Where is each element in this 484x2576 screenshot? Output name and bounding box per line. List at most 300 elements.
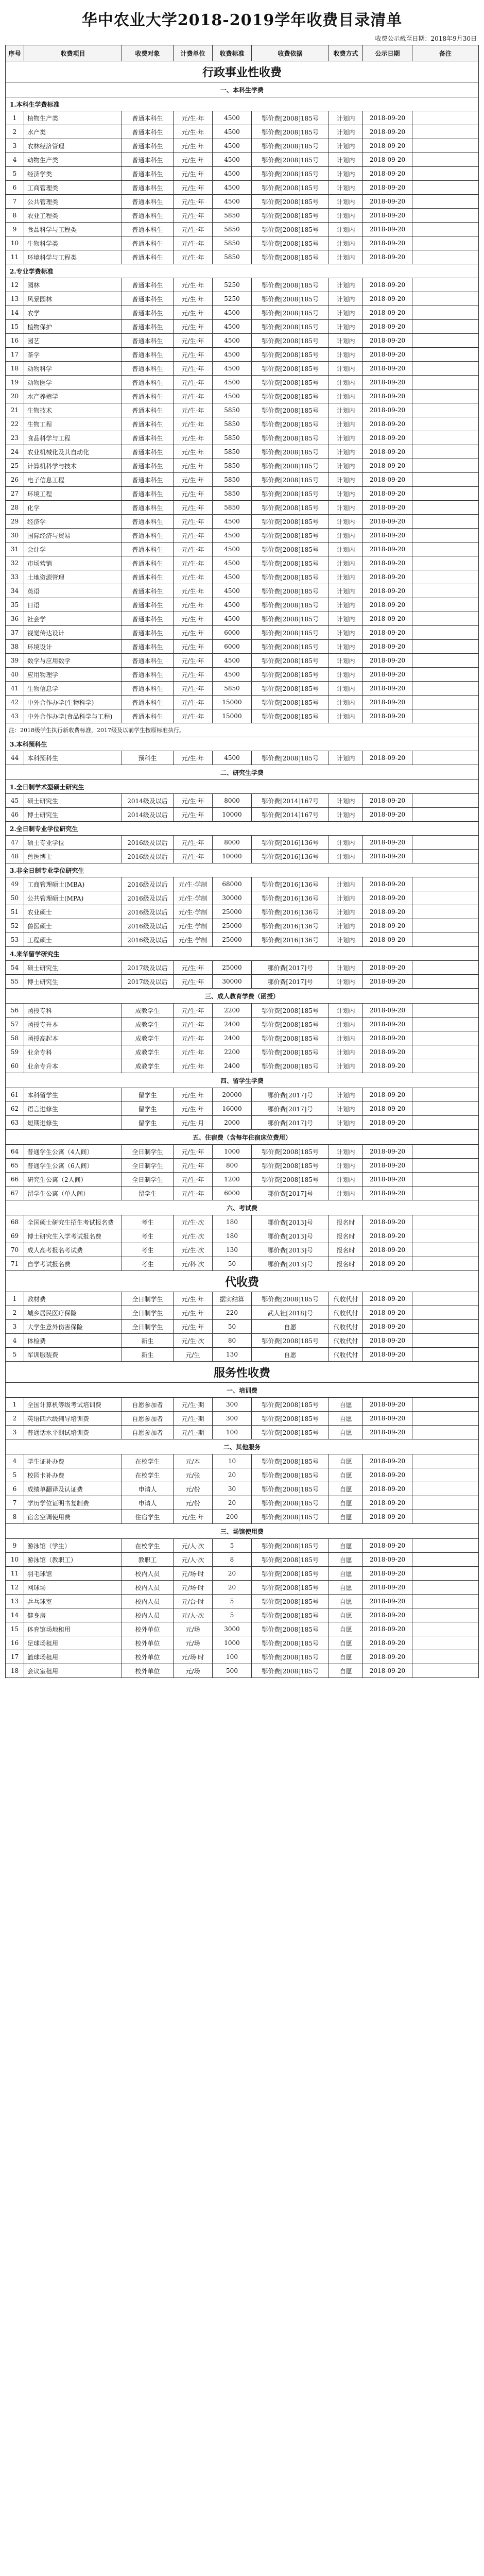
table-cell: 计划内 — [329, 1173, 363, 1187]
table-cell — [412, 1468, 479, 1482]
section-heading-row — [6, 765, 479, 780]
table-cell: 动物生产类 — [24, 153, 122, 167]
table-cell: 2016级及以后 — [122, 877, 174, 891]
table-cell: 2018-09-20 — [363, 473, 412, 487]
table-cell: 5850 — [213, 403, 252, 417]
table-cell: 2018-09-20 — [363, 556, 412, 570]
table-cell: 新生 — [122, 1348, 174, 1362]
table-cell: 13 — [6, 1595, 24, 1608]
table-cell: 2018-09-20 — [363, 584, 412, 598]
column-header: 收费方式 — [329, 45, 363, 61]
table-cell: 普通本科生 — [122, 250, 174, 264]
table-cell: 短期进修生 — [24, 1116, 122, 1130]
table-cell: 报名时 — [329, 1257, 363, 1271]
table-cell: 2200 — [213, 1004, 252, 1018]
table-cell: 71 — [6, 1257, 24, 1271]
table-cell: 计划内 — [329, 320, 363, 334]
table-cell: 3000 — [213, 1622, 252, 1636]
table-cell: 代收代付 — [329, 1334, 363, 1348]
table-cell: 5 — [213, 1595, 252, 1608]
table-cell: 鄂价费[2008]185号 — [252, 362, 329, 376]
table-cell — [412, 362, 479, 376]
table-cell: 水产养殖学 — [24, 389, 122, 403]
table-cell — [412, 1215, 479, 1229]
section-heading: 一、本科生学费 — [6, 82, 479, 97]
table-cell: 鄂价费[2008]185号 — [252, 668, 329, 682]
table-cell: 13 — [6, 292, 24, 306]
table-cell: 成教学生 — [122, 1004, 174, 1018]
table-cell: 2018-09-20 — [363, 1306, 412, 1320]
table-cell: 47 — [6, 836, 24, 850]
table-cell — [412, 1581, 479, 1595]
table-cell: 鄂价费[2008]185号 — [252, 209, 329, 223]
table-cell: 2018-09-20 — [363, 1116, 412, 1130]
table-cell: 元/生·学制 — [174, 891, 213, 905]
table-cell: 鄂价费[2008]185号 — [252, 501, 329, 515]
table-cell: 15 — [6, 1622, 24, 1636]
table-cell — [412, 1539, 479, 1553]
table-cell: 2018-09-20 — [363, 654, 412, 668]
table-row — [6, 529, 479, 543]
table-cell: 2018-09-20 — [363, 1426, 412, 1439]
table-cell: 43 — [6, 709, 24, 723]
column-header: 备注 — [412, 45, 479, 61]
table-cell: 2018-09-20 — [363, 278, 412, 292]
table-cell: 业余专科 — [24, 1045, 122, 1059]
table-cell: 鄂价费[2008]185号 — [252, 1059, 329, 1073]
table-cell: 自愿 — [252, 1320, 329, 1334]
table-cell: 24 — [6, 445, 24, 459]
table-cell: 校内人员 — [122, 1567, 174, 1581]
table-cell: 2018-09-20 — [363, 1553, 412, 1567]
table-cell: 元/场·时 — [174, 1567, 213, 1581]
table-cell: 2018-09-20 — [363, 362, 412, 376]
table-cell: 英语四六级辅导培训费 — [24, 1412, 122, 1426]
table-cell: 100 — [213, 1650, 252, 1664]
table-cell: 兽医博士 — [24, 850, 122, 863]
table-cell: 报名时 — [329, 1215, 363, 1229]
table-cell: 计划内 — [329, 473, 363, 487]
table-cell: 植物生产类 — [24, 111, 122, 125]
table-cell: 元/生·期 — [174, 1412, 213, 1426]
table-cell: 2018-09-20 — [363, 250, 412, 264]
table-cell: 普通本科生 — [122, 556, 174, 570]
table-cell: 4500 — [213, 584, 252, 598]
table-cell — [412, 1059, 479, 1073]
table-cell: 鄂价费[2008]185号 — [252, 195, 329, 209]
table-cell: 2018-09-20 — [363, 1595, 412, 1608]
table-cell: 鄂价费[2008]185号 — [252, 1553, 329, 1567]
table-cell: 计划内 — [329, 543, 363, 556]
table-cell: 成教学生 — [122, 1045, 174, 1059]
table-cell: 180 — [213, 1215, 252, 1229]
table-cell — [412, 473, 479, 487]
section-heading-row — [6, 1439, 479, 1454]
table-cell: 元/场·时 — [174, 1650, 213, 1664]
table-note: 注：2018级学生执行新收费标准，2017级及以前学生按原标准执行。 — [6, 723, 479, 737]
subsection-heading-row — [6, 822, 479, 836]
table-cell: 16 — [6, 1636, 24, 1650]
subsection-heading: 3.本科预科生 — [6, 737, 479, 751]
table-cell — [412, 209, 479, 223]
table-cell: 800 — [213, 1159, 252, 1173]
table-cell: 2018-09-20 — [363, 836, 412, 850]
table-cell: 计划内 — [329, 125, 363, 139]
table-row — [6, 181, 479, 195]
table-cell: 计划内 — [329, 209, 363, 223]
table-cell: 元/份 — [174, 1496, 213, 1510]
table-row — [6, 1539, 479, 1553]
table-cell: 元/生·年 — [174, 195, 213, 209]
table-cell: 66 — [6, 1173, 24, 1187]
table-cell: 鄂价费[2008]185号 — [252, 1334, 329, 1348]
table-cell: 足球场租用 — [24, 1636, 122, 1650]
table-cell: 2018-09-20 — [363, 348, 412, 362]
table-cell: 成教学生 — [122, 1059, 174, 1073]
table-cell: 鄂价费[2008]185号 — [252, 111, 329, 125]
table-cell: 普通本科生 — [122, 654, 174, 668]
table-cell: 预科生 — [122, 751, 174, 765]
table-cell: 5850 — [213, 501, 252, 515]
table-cell: 生物科学类 — [24, 236, 122, 250]
table-cell: 计划内 — [329, 376, 363, 389]
table-cell: 1000 — [213, 1636, 252, 1650]
table-cell: 计划内 — [329, 1159, 363, 1173]
table-cell: 鄂价费[2013]号 — [252, 1229, 329, 1243]
table-cell: 元/生·年 — [174, 362, 213, 376]
table-cell: 70 — [6, 1243, 24, 1257]
table-cell: 鄂价费[2008]185号 — [252, 403, 329, 417]
table-cell — [412, 1018, 479, 1031]
table-cell: 元/生·年 — [174, 1187, 213, 1200]
table-cell: 50 — [6, 891, 24, 905]
table-cell: 元/生·年 — [174, 1173, 213, 1187]
table-cell: 动物科学 — [24, 362, 122, 376]
table-cell: 普通本科生 — [122, 417, 174, 431]
table-cell: 计划内 — [329, 640, 363, 654]
table-cell: 校内人员 — [122, 1595, 174, 1608]
table-cell: 2018-09-20 — [363, 877, 412, 891]
fee-table — [5, 45, 479, 1678]
table-cell: 自愿 — [329, 1622, 363, 1636]
table-cell: 硕士专业学位 — [24, 836, 122, 850]
table-cell: 62 — [6, 1102, 24, 1116]
table-cell: 20 — [213, 1496, 252, 1510]
table-row — [6, 751, 479, 765]
table-cell: 鄂价费[2008]185号 — [252, 1664, 329, 1678]
table-cell: 工商管理硕士(MBA) — [24, 877, 122, 891]
table-cell: 环境科学与工程类 — [24, 250, 122, 264]
table-cell: 元/场 — [174, 1636, 213, 1650]
table-cell: 67 — [6, 1187, 24, 1200]
table-cell: 计划内 — [329, 1116, 363, 1130]
table-cell: 计划内 — [329, 111, 363, 125]
table-cell: 计算机科学与技术 — [24, 459, 122, 473]
table-cell: 元/生·年 — [174, 445, 213, 459]
table-cell: 鄂价费[2008]185号 — [252, 751, 329, 765]
table-cell: 16 — [6, 334, 24, 348]
table-cell: 2018-09-20 — [363, 794, 412, 808]
table-cell — [412, 850, 479, 863]
column-header: 公示日期 — [363, 45, 412, 61]
table-cell: 元/生·年 — [174, 139, 213, 153]
table-cell: 36 — [6, 612, 24, 626]
table-cell: 5 — [6, 167, 24, 181]
table-cell: 5 — [213, 1539, 252, 1553]
table-cell: 2018-09-20 — [363, 1664, 412, 1678]
table-cell: 2018-09-20 — [363, 975, 412, 989]
table-cell — [412, 459, 479, 473]
table-cell — [412, 794, 479, 808]
column-header: 序号 — [6, 45, 24, 61]
table-cell: 普通本科生 — [122, 501, 174, 515]
table-cell: 元/生·次 — [174, 1243, 213, 1257]
table-cell: 校外单位 — [122, 1650, 174, 1664]
table-cell: 22 — [6, 417, 24, 431]
table-cell: 鄂价费[2008]185号 — [252, 709, 329, 723]
table-cell: 普通本科生 — [122, 668, 174, 682]
table-cell: 1000 — [213, 1145, 252, 1159]
table-cell — [412, 1482, 479, 1496]
table-cell: 自愿 — [329, 1581, 363, 1595]
table-cell — [412, 487, 479, 501]
table-cell: 4500 — [213, 167, 252, 181]
document-title: 华中农业大学2018-2019学年收费目录清单 — [81, 11, 403, 29]
table-cell: 20 — [213, 1581, 252, 1595]
table-cell: 计划内 — [329, 139, 363, 153]
table-cell: 2018-09-20 — [363, 961, 412, 975]
table-cell: 新生 — [122, 1334, 174, 1348]
section-heading: 二、研究生学费 — [6, 765, 479, 780]
table-cell: 自愿参加者 — [122, 1412, 174, 1426]
table-cell: 鄂价费[2008]185号 — [252, 1292, 329, 1306]
table-cell: 元/生·年 — [174, 431, 213, 445]
table-cell: 元/生·年 — [174, 1510, 213, 1524]
table-cell: 10 — [6, 236, 24, 250]
table-cell: 2018-09-20 — [363, 682, 412, 696]
table-cell: 元/生 — [174, 1348, 213, 1362]
table-cell: 计划内 — [329, 306, 363, 320]
table-cell: 55 — [6, 975, 24, 989]
table-cell: 代收代付 — [329, 1292, 363, 1306]
table-cell: 元/生·年 — [174, 975, 213, 989]
table-cell: 计划内 — [329, 487, 363, 501]
table-cell: 园林 — [24, 278, 122, 292]
table-cell: 鄂价费[2008]185号 — [252, 1045, 329, 1059]
table-cell: 留学生 — [122, 1088, 174, 1102]
table-cell: 业余专升本 — [24, 1059, 122, 1073]
table-cell — [412, 877, 479, 891]
table-cell: 2400 — [213, 1059, 252, 1073]
table-cell: 15 — [6, 320, 24, 334]
table-cell: 茶学 — [24, 348, 122, 362]
table-cell: 普通本科生 — [122, 209, 174, 223]
table-cell: 考生 — [122, 1215, 174, 1229]
table-cell: 园艺 — [24, 334, 122, 348]
table-cell: 乒乓球室 — [24, 1595, 122, 1608]
table-cell: 2018-09-20 — [363, 1348, 412, 1362]
table-row — [6, 612, 479, 626]
table-cell: 元/科·次 — [174, 1257, 213, 1271]
table-cell: 元/生·年 — [174, 181, 213, 195]
table-cell: 2018-09-20 — [363, 487, 412, 501]
table-cell: 25 — [6, 459, 24, 473]
table-cell — [412, 1664, 479, 1678]
table-cell: 自愿 — [329, 1468, 363, 1482]
table-cell: 计划内 — [329, 445, 363, 459]
table-cell: 元/人·次 — [174, 1539, 213, 1553]
table-cell: 鄂价费[2016]136号 — [252, 836, 329, 850]
table-cell: 64 — [6, 1145, 24, 1159]
table-cell: 元/生·年 — [174, 682, 213, 696]
table-cell — [412, 543, 479, 556]
table-cell: 鄂价费[2008]185号 — [252, 473, 329, 487]
table-cell: 鄂价费[2008]185号 — [252, 459, 329, 473]
table-cell: 元/本 — [174, 1454, 213, 1468]
table-cell: 4500 — [213, 751, 252, 765]
table-cell: 普通话水平测试培训费 — [24, 1426, 122, 1439]
table-cell: 鄂价费[2008]185号 — [252, 682, 329, 696]
table-cell: 鄂价费[2014]167号 — [252, 808, 329, 822]
table-cell: 计划内 — [329, 1045, 363, 1059]
table-cell: 计划内 — [329, 1059, 363, 1073]
table-cell: 2018-09-20 — [363, 529, 412, 543]
table-cell: 30000 — [213, 891, 252, 905]
table-cell: 成绩单翻译及认证费 — [24, 1482, 122, 1496]
table-cell: 研究生公寓（2人间） — [24, 1173, 122, 1187]
table-row — [6, 334, 479, 348]
table-cell: 兽医硕士 — [24, 919, 122, 933]
table-cell: 元/生·年 — [174, 1088, 213, 1102]
table-cell: 鄂价费[2008]185号 — [252, 1510, 329, 1524]
table-cell: 计划内 — [329, 682, 363, 696]
table-cell: 60 — [6, 1059, 24, 1073]
table-cell: 体育馆场地租用 — [24, 1622, 122, 1636]
table-cell: 普通学生公寓（6人间） — [24, 1159, 122, 1173]
table-cell: 在校学生 — [122, 1454, 174, 1468]
table-cell: 计划内 — [329, 362, 363, 376]
table-cell: 鄂价费[2008]185号 — [252, 1468, 329, 1482]
table-cell — [412, 278, 479, 292]
table-cell — [412, 709, 479, 723]
table-cell: 鄂价费[2008]185号 — [252, 334, 329, 348]
table-row — [6, 1581, 479, 1595]
table-cell: 元/生·年 — [174, 389, 213, 403]
table-cell: 鄂价费[2008]185号 — [252, 640, 329, 654]
table-cell: 6 — [6, 181, 24, 195]
table-cell: 普通本科生 — [122, 167, 174, 181]
table-cell: 2018-09-20 — [363, 1320, 412, 1334]
table-cell: 2018-09-20 — [363, 1159, 412, 1173]
table-row — [6, 1173, 479, 1187]
table-cell: 40 — [6, 668, 24, 682]
table-cell: 元/生·年 — [174, 709, 213, 723]
table-row — [6, 459, 479, 473]
table-cell: 计划内 — [329, 195, 363, 209]
section-heading: 三、场馆使用费 — [6, 1524, 479, 1539]
table-row — [6, 709, 479, 723]
table-cell: 2017级及以后 — [122, 975, 174, 989]
table-row — [6, 794, 479, 808]
table-cell: 元/场 — [174, 1664, 213, 1678]
table-cell: 生物技术 — [24, 403, 122, 417]
table-cell: 学生证补办费 — [24, 1454, 122, 1468]
table-cell: 100 — [213, 1426, 252, 1439]
table-row — [6, 376, 479, 389]
table-cell: 2018-09-20 — [363, 1622, 412, 1636]
table-cell: 5250 — [213, 278, 252, 292]
table-cell: 食品科学与工程类 — [24, 223, 122, 236]
table-cell: 2018-09-20 — [363, 919, 412, 933]
table-cell: 校外单位 — [122, 1636, 174, 1650]
table-cell: 鄂价费[2008]185号 — [252, 139, 329, 153]
table-row — [6, 1059, 479, 1073]
part-heading: 行政事业性收费 — [6, 61, 479, 82]
table-cell: 48 — [6, 850, 24, 863]
table-cell: 经济学 — [24, 515, 122, 529]
table-cell: 4500 — [213, 320, 252, 334]
table-cell — [412, 1622, 479, 1636]
table-row — [6, 167, 479, 181]
table-cell: 鄂价费[2008]185号 — [252, 696, 329, 709]
part-heading-row — [6, 1271, 479, 1292]
table-cell: 自愿参加者 — [122, 1426, 174, 1439]
table-cell: 元/生·年 — [174, 487, 213, 501]
table-row — [6, 1510, 479, 1524]
table-cell: 元/生·年 — [174, 501, 213, 515]
table-body — [6, 61, 479, 1678]
table-cell: 篮球场租用 — [24, 1650, 122, 1664]
table-row — [6, 961, 479, 975]
table-cell: 武人社[2018]号 — [252, 1306, 329, 1320]
table-cell: 鄂价费[2008]185号 — [252, 1636, 329, 1650]
table-cell: 元/生·学制 — [174, 905, 213, 919]
table-cell: 全日制学生 — [122, 1145, 174, 1159]
table-cell: 自愿参加者 — [122, 1398, 174, 1412]
table-cell: 自愿 — [329, 1510, 363, 1524]
table-cell: 工程硕士 — [24, 933, 122, 947]
table-header-row — [6, 45, 479, 61]
table-cell — [412, 1159, 479, 1173]
table-cell: 鄂价费[2008]185号 — [252, 306, 329, 320]
table-cell — [412, 250, 479, 264]
table-cell: 成教学生 — [122, 1018, 174, 1031]
table-cell — [412, 1454, 479, 1468]
table-cell: 普通本科生 — [122, 473, 174, 487]
table-cell: 自愿 — [329, 1650, 363, 1664]
table-cell: 32 — [6, 556, 24, 570]
table-cell: 2018-09-20 — [363, 139, 412, 153]
table-cell — [412, 1116, 479, 1130]
table-cell: 2018-09-20 — [363, 501, 412, 515]
table-cell: 54 — [6, 961, 24, 975]
table-cell: 元/生·年 — [174, 529, 213, 543]
table-row — [6, 195, 479, 209]
table-cell: 鄂价费[2016]136号 — [252, 905, 329, 919]
table-cell: 化学 — [24, 501, 122, 515]
table-row — [6, 543, 479, 556]
table-cell: 2018-09-20 — [363, 808, 412, 822]
table-cell: 计划内 — [329, 529, 363, 543]
subsection-heading: 2.专业学费标准 — [6, 264, 479, 278]
table-cell — [412, 1229, 479, 1243]
table-cell: 计划内 — [329, 403, 363, 417]
table-cell: 220 — [213, 1306, 252, 1320]
subsection-heading-row — [6, 97, 479, 111]
table-cell: 2018-09-20 — [363, 376, 412, 389]
table-row — [6, 682, 479, 696]
table-cell — [412, 682, 479, 696]
